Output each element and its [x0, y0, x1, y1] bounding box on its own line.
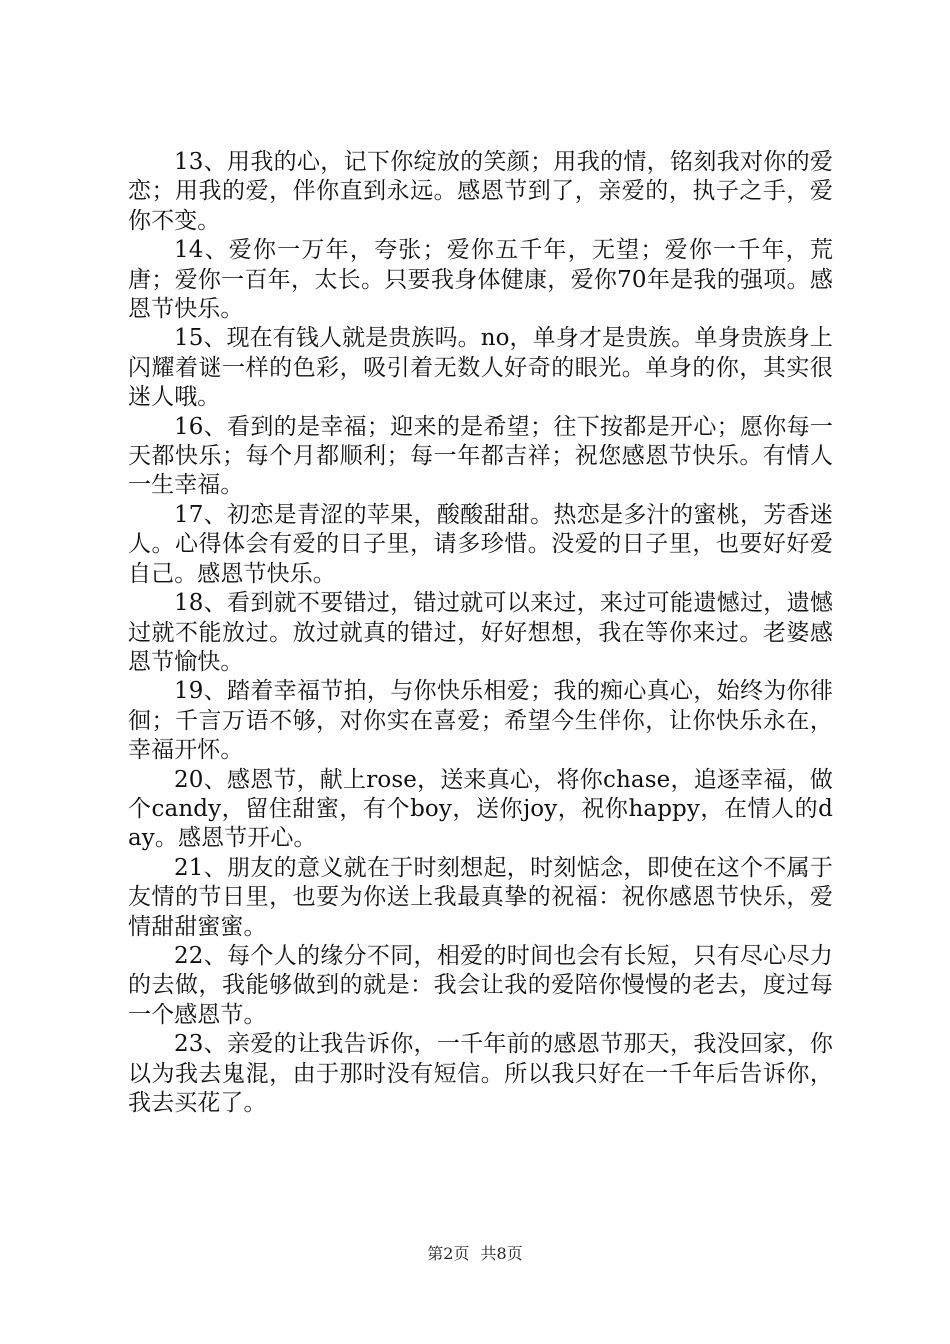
page-total: 共8页: [480, 1244, 523, 1263]
paragraph-17: 17、初恋是青涩的苹果，酸酸甜甜。热恋是多汁的蜜桃，芳香迷人。心得体会有爱的日子里，请多珍惜。没爱的日子里，也要好好爱自己。感恩节快乐。: [128, 501, 833, 587]
paragraph-14: 14、爱你一万年，夸张；爱你五千年，无望；爱你一千年，荒唐；爱你一百年，太长。只要我身体健康，爱你70年是我的强项。感恩节快乐。: [128, 237, 833, 323]
paragraph-19: 19、踏着幸福节拍，与你快乐相爱；我的痴心真心，始终为你徘徊；千言万语不够，对你实在喜爱；希望今生伴你，让你快乐永在，幸福开怀。: [128, 678, 833, 764]
paragraph-20: 20、感恩节，献上rose，送来真心，将你chase，追逐幸福，做个candy，留住甜蜜，有个boy，送你joy，祝你happy，在情人的day。感恩节开心。: [128, 766, 833, 852]
paragraph-22: 22、每个人的缘分不同，相爱的时间也会有长短，只有尽心尽力的去做，我能够做到的就是：我会让我的爱陪你慢慢的老去，度过每一个感恩节。: [128, 942, 833, 1028]
paragraph-21: 21、朋友的意义就在于时刻想起，时刻惦念，即使在这个不属于友情的节日里，也要为你送上我最真挚的祝福：祝你感恩节快乐，爱情甜甜蜜蜜。: [128, 854, 833, 940]
paragraph-15: 15、现在有钱人就是贵族吗。no，单身才是贵族。单身贵族身上闪耀着谜一样的色彩，吸引着无数人好奇的眼光。单身的你，其实很迷人哦。: [128, 325, 833, 411]
page-number: 第2页: [427, 1244, 470, 1263]
body-text: [128, 148, 833, 1118]
paragraph-13: 13、用我的心，记下你绽放的笑颜；用我的情，铭刻我对你的爱恋；用我的爱，伴你直到永远。感恩节到了，亲爱的，执子之手，爱你不变。: [128, 149, 833, 234]
page-footer: [0, 1241, 950, 1264]
paragraph-18: 18、看到就不要错过，错过就可以来过，来过可能遗憾过，遗憾过就不能放过。放过就真的错过，好好想想，我在等你来过。老婆感恩节愉快。: [128, 590, 833, 675]
paragraph-23: 23、亲爱的让我告诉你，一千年前的感恩节那天，我没回家，你以为我去鬼混，由于那时没有短信。所以我只好在一千年后告诉你，我去买花了。: [128, 1031, 833, 1116]
paragraph-16: 16、看到的是幸福；迎来的是希望；往下按都是开心；愿你每一天都快乐；每个月都顺利；每一年都吉祥；祝您感恩节快乐。有情人一生幸福。: [128, 413, 833, 499]
